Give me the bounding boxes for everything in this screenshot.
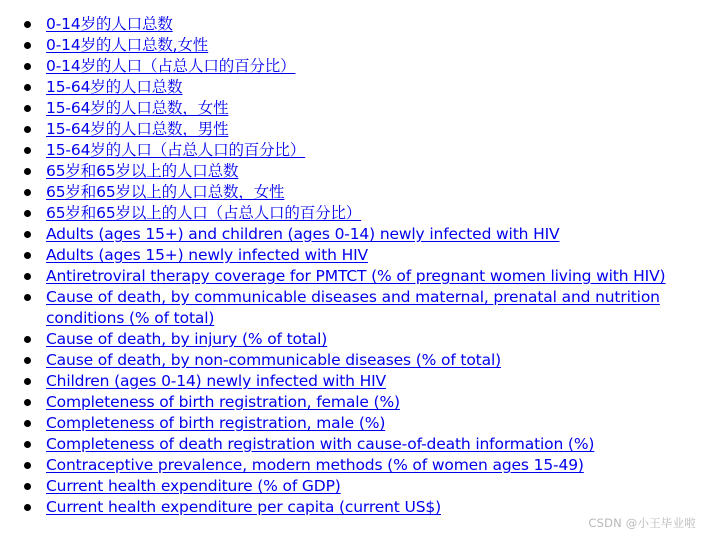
list-item xyxy=(0,161,706,182)
bullet-icon xyxy=(24,336,31,343)
bullet-icon xyxy=(24,378,31,385)
indicator-link[interactable]: Completeness of birth registration, male (%) xyxy=(46,414,386,432)
list-item xyxy=(0,434,706,455)
indicator-link[interactable]: Completeness of death registration with cause-of-death information (%) xyxy=(46,435,595,453)
indicator-link[interactable]: 65岁和65岁以上的人口总数，女性 xyxy=(46,183,285,201)
bullet-icon xyxy=(24,294,31,301)
indicator-link[interactable]: Completeness of birth registration, female (%) xyxy=(46,393,400,411)
list-item xyxy=(0,203,706,224)
list-item xyxy=(0,182,706,203)
csdn-watermark: CSDN @小王毕业啦 xyxy=(588,516,696,530)
indicator-link[interactable]: 15-64岁的人口（占总人口的百分比） xyxy=(46,141,306,159)
indicator-link[interactable]: Antiretroviral therapy coverage for PMTCT (% of pregnant women living with HIV) xyxy=(46,267,666,285)
bullet-icon xyxy=(24,42,31,49)
list-item xyxy=(0,56,706,77)
bullet-icon xyxy=(24,126,31,133)
list-item xyxy=(0,350,706,371)
bullet-icon xyxy=(24,462,31,469)
bullet-icon xyxy=(24,84,31,91)
bullet-icon xyxy=(24,273,31,280)
indicator-link[interactable]: 15-64岁的人口总数，女性 xyxy=(46,99,229,117)
list-item xyxy=(0,14,706,35)
indicator-link-list xyxy=(0,14,706,518)
list-item xyxy=(0,224,706,245)
list-item xyxy=(0,455,706,476)
bullet-icon xyxy=(24,504,31,511)
indicator-link[interactable]: Current health expenditure per capita (current US$) xyxy=(46,498,441,516)
indicator-link[interactable]: 15-64岁的人口总数，男性 xyxy=(46,120,229,138)
bullet-icon xyxy=(24,441,31,448)
bullet-icon xyxy=(24,105,31,112)
indicator-link[interactable]: Cause of death, by communicable diseases and maternal, prenatal and nutrition conditions (% of total) xyxy=(46,288,660,327)
indicator-link[interactable]: Cause of death, by non-communicable diseases (% of total) xyxy=(46,351,502,369)
list-item xyxy=(0,140,706,161)
list-item xyxy=(0,245,706,266)
bullet-icon xyxy=(24,189,31,196)
indicator-link[interactable]: Adults (ages 15+) newly infected with HIV xyxy=(46,246,368,264)
bullet-icon xyxy=(24,231,31,238)
indicator-link[interactable]: 15-64岁的人口总数 xyxy=(46,78,183,96)
bullet-icon xyxy=(24,168,31,175)
indicator-link[interactable]: Current health expenditure (% of GDP) xyxy=(46,477,341,495)
list-item xyxy=(0,98,706,119)
indicator-link[interactable]: 65岁和65岁以上的人口总数 xyxy=(46,162,239,180)
bullet-icon xyxy=(24,252,31,259)
list-item xyxy=(0,329,706,350)
indicator-link[interactable]: Adults (ages 15+) and children (ages 0-14) newly infected with HIV xyxy=(46,225,560,243)
indicator-link[interactable]: 65岁和65岁以上的人口（占总人口的百分比） xyxy=(46,204,362,222)
list-item xyxy=(0,119,706,140)
list-item xyxy=(0,413,706,434)
bullet-icon xyxy=(24,357,31,364)
list-item xyxy=(0,371,706,392)
list-item xyxy=(0,77,706,98)
list-item xyxy=(0,35,706,56)
bullet-icon xyxy=(24,420,31,427)
bullet-icon xyxy=(24,483,31,490)
bullet-icon xyxy=(24,210,31,217)
bullet-icon xyxy=(24,21,31,28)
indicator-link[interactable]: Children (ages 0-14) newly infected with HIV xyxy=(46,372,387,390)
indicator-link[interactable]: 0-14岁的人口总数,女性 xyxy=(46,36,209,54)
bullet-icon xyxy=(24,147,31,154)
indicator-link[interactable]: 0-14岁的人口（占总人口的百分比） xyxy=(46,57,296,75)
bullet-icon xyxy=(24,399,31,406)
list-item xyxy=(0,476,706,497)
indicator-link[interactable]: Contraceptive prevalence, modern methods (% of women ages 15-49) xyxy=(46,456,584,474)
bullet-icon xyxy=(24,63,31,70)
indicator-link[interactable]: Cause of death, by injury (% of total) xyxy=(46,330,328,348)
list-item xyxy=(0,392,706,413)
list-item xyxy=(0,266,706,287)
list-item xyxy=(0,287,706,329)
indicator-link[interactable]: 0-14岁的人口总数 xyxy=(46,15,173,33)
